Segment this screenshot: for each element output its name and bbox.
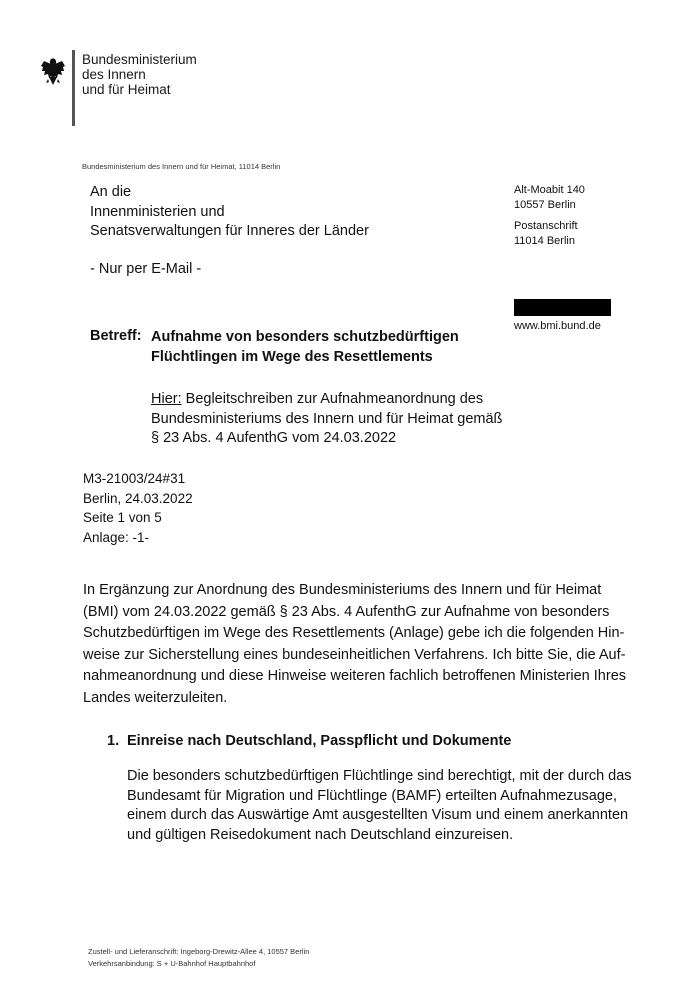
place-date: Berlin, 24.03.2022 (83, 490, 193, 506)
attachment-note: Anlage: -1- (83, 529, 150, 545)
hier-block (151, 390, 502, 449)
address-street: Alt-Moabit 140 (514, 184, 585, 196)
ministry-name-line: Bundesministerium (82, 52, 197, 67)
delivery-note: - Nur per E-Mail - (90, 261, 202, 277)
section-title: Einreise nach Deutschland, Passpflicht und Dokumente (127, 733, 512, 749)
section-paragraph (127, 767, 632, 845)
ministry-name (82, 52, 197, 97)
section-line: Bundesamt für Migration und Flüchtlinge (BAMF) erteilten Aufnahmezusage, (127, 787, 618, 804)
page-count: Seite 1 von 5 (83, 510, 162, 525)
body-line: Landes weiterzuleiten. (83, 689, 228, 706)
letterhead-divider (72, 50, 75, 126)
footer-transit: Verkehrsanbindung: S + U-Bahnhof Hauptbahnhof (88, 959, 256, 968)
recipient-line: Innenministerien und (90, 203, 225, 220)
website-link[interactable]: www.bmi.bund.de (514, 320, 601, 332)
hier-line: Bundesministeriums des Innern und für Heimat gemäß (151, 410, 503, 427)
subject-line: Aufnahme von besonders schutzbedürftigen (151, 329, 459, 345)
recipient-line: An die (90, 184, 132, 200)
subject-label: Betreff: (90, 328, 142, 344)
redaction-bar (514, 299, 611, 316)
section-line: und gültigen Reisedokument nach Deutschland einzureisen. (127, 826, 514, 843)
federal-eagle-icon (40, 55, 66, 87)
address-block (514, 183, 585, 249)
reference-number: M3-21003/24#31 (83, 471, 186, 486)
postal-city: 11014 Berlin (514, 235, 575, 247)
body-line: Schutzbedürftigen im Wege des Resettlements (Anlage) gebe ich die folgenden Hin- (83, 625, 625, 641)
postal-label: Postanschrift (514, 220, 578, 232)
body-line: (BMI) vom 24.03.2022 gemäß § 23 Abs. 4 AufenthG zur Aufnahme von besonders (83, 603, 610, 620)
sender-line: Bundesministerium des Innern und für Heimat, 11014 Berlin (82, 162, 281, 171)
subject-line: Flüchtlingen im Wege des Resettlements (151, 348, 433, 365)
body-paragraph (83, 580, 627, 709)
ministry-name-line: des Innern (82, 67, 146, 82)
section-number: 1. (107, 733, 120, 749)
body-line: In Ergänzung zur Anordnung des Bundesministeriums des Innern und für Heimat (83, 582, 602, 598)
recipient-block (90, 183, 369, 242)
body-line: weise zur Sicherstellung eines bundeseinheitlichen Verfahrens. Ich bitte Sie, die Auf- (83, 646, 626, 663)
section-line: einem durch das Auswärtige Amt ausgestellten Visum und einem anerkannten (127, 807, 629, 823)
section-line: Die besonders schutzbedürftigen Flüchtlinge sind berechtigt, mit der durch das (127, 768, 632, 784)
reference-block (83, 469, 193, 547)
footer (88, 946, 309, 970)
address-city: 10557 Berlin (514, 199, 576, 211)
hier-line: § 23 Abs. 4 AufenthG vom 24.03.2022 (151, 430, 397, 446)
ministry-name-line: und für Heimat (82, 82, 171, 97)
recipient-line: Senatsverwaltungen für Inneres der Länder (90, 223, 369, 239)
subject-text (151, 328, 459, 367)
hier-line: Begleitschreiben zur Aufnahmeanordnung des (181, 391, 484, 407)
section-heading (107, 733, 511, 749)
footer-delivery-address: Zustell- und Lieferanschrift: Ingeborg-Drewitz-Allee 4, 10557 Berlin (88, 947, 310, 956)
hier-label: Hier: (151, 391, 182, 407)
body-line: nahmeanordnung und diese Hinweise weiteren fachlich betroffenen Ministerien Ihres (83, 668, 627, 684)
